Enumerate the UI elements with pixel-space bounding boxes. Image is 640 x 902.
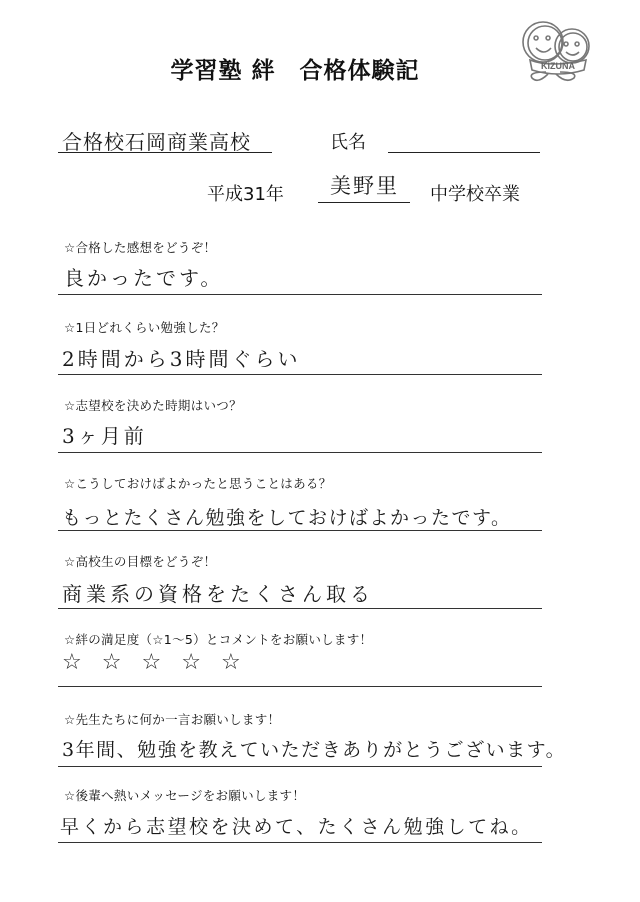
question-8: ☆後輩へ熱いメッセージをお願いします！ xyxy=(64,788,306,803)
question-7: ☆先生たちに何か一言お願いします！ xyxy=(64,712,281,727)
rating-star-icon: ☆ xyxy=(62,650,82,675)
answer-line xyxy=(58,608,542,609)
answer-line xyxy=(58,530,542,531)
answer-7: 3年間、勉強を教えていただきありがとうございます。 xyxy=(62,739,567,761)
answer-line xyxy=(58,452,542,453)
answer-5: 商業系の資格をたくさん取る xyxy=(62,582,374,606)
question-5: ☆高校生の目標をどうぞ！ xyxy=(64,554,217,569)
rating-star-icon: ☆ xyxy=(101,650,122,675)
passed-school: 合格校石岡商業高校 xyxy=(62,130,251,154)
kizuna-logo xyxy=(510,12,610,98)
student-underline xyxy=(318,202,410,203)
question-2: ☆1日どれくらい勉強した？ xyxy=(64,320,225,335)
rating-star-icon: ☆ xyxy=(141,650,162,675)
graduation-label: 中学校卒業 xyxy=(430,184,520,205)
answer-line xyxy=(58,294,542,295)
rating-star-icon: ☆ xyxy=(220,650,241,675)
answer-line xyxy=(58,686,542,687)
satisfaction-rating xyxy=(62,650,241,675)
rating-star-icon: ☆ xyxy=(181,650,201,675)
answer-3: 3ヶ月前 xyxy=(62,424,147,448)
name-underline xyxy=(388,152,540,153)
answer-line xyxy=(58,766,542,767)
answer-line xyxy=(58,842,542,843)
answer-1: 良かったです。 xyxy=(64,266,224,290)
question-4: ☆こうしておけばよかったと思うことはある？ xyxy=(64,476,332,491)
answer-4: もっとたくさん勉強をしておけばよかったです。 xyxy=(62,507,512,529)
question-1: ☆合格した感想をどうぞ！ xyxy=(64,240,217,255)
answer-2: 2時間から3時間ぐらい xyxy=(62,347,301,371)
answer-line xyxy=(58,374,542,375)
page-title: 学習塾 絆 合格体験記 xyxy=(170,58,420,84)
logo-text: KIZUNA xyxy=(541,61,575,71)
answer-8: 早くから志望校を決めて、たくさん勉強してね。 xyxy=(60,816,533,838)
school-underline xyxy=(58,152,272,153)
student-name: 美野里 xyxy=(330,174,399,198)
question-3: ☆志望校を決めた時期はいつ？ xyxy=(64,398,242,413)
question-6: ☆絆の満足度（☆1〜5）とコメントをお願いします！ xyxy=(64,632,373,647)
graduation-year: 平成31年 xyxy=(207,184,284,205)
name-label: 氏名 xyxy=(330,132,366,153)
